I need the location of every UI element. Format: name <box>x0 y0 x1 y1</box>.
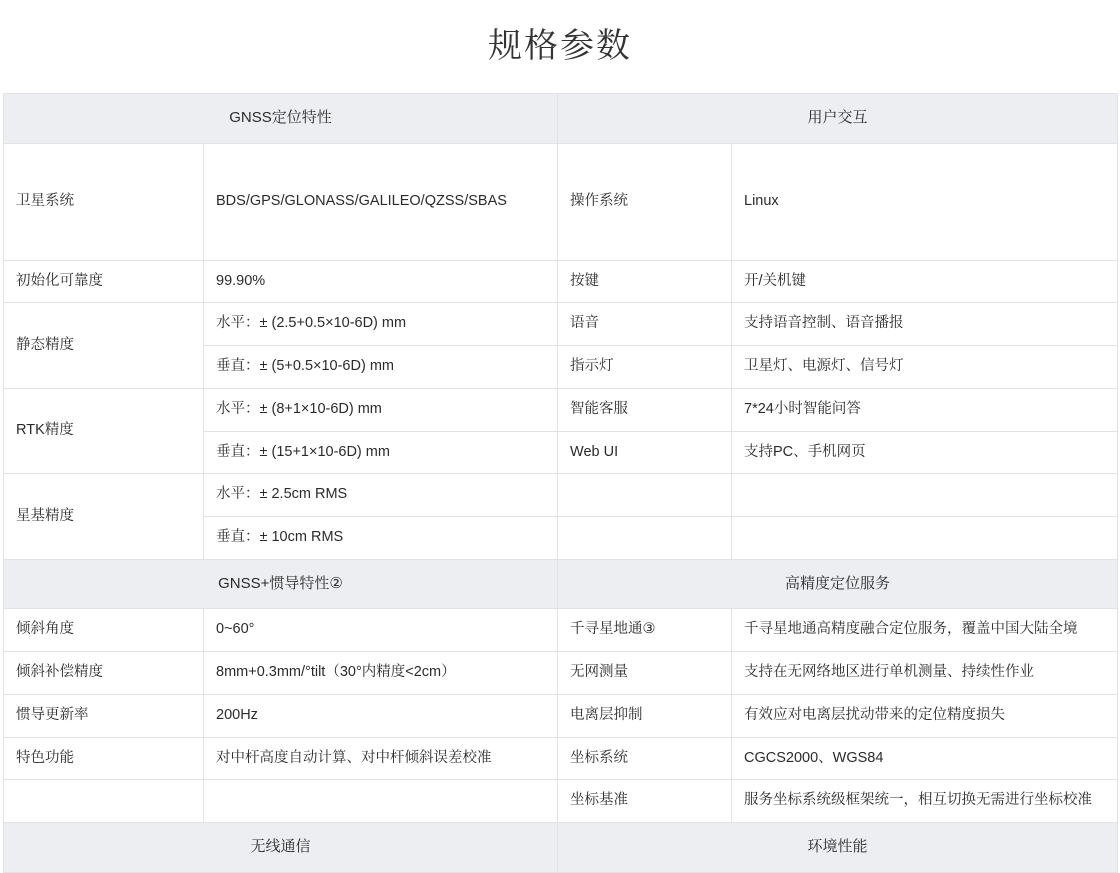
cell-value: 开/关机键 <box>732 260 1118 303</box>
cell-label: RTK精度 <box>4 388 204 474</box>
cell-empty <box>732 474 1118 517</box>
section-header-gnss-ins: GNSS+惯导特性② <box>4 559 558 609</box>
cell-label: 智能客服 <box>558 388 732 431</box>
cell-empty <box>204 780 558 823</box>
cell-label: 操作系统 <box>558 143 732 260</box>
cell-value: CGCS2000、WGS84 <box>732 737 1118 780</box>
cell-value: 水平：± 2.5cm RMS <box>204 474 558 517</box>
cell-value: 支持在无网络地区进行单机测量、持续性作业 <box>732 652 1118 695</box>
cell-value: 200Hz <box>204 694 558 737</box>
cell-value: 垂直：± (15+1×10-6D) mm <box>204 431 558 474</box>
section-header-positioning-service: 高精度定位服务 <box>558 559 1118 609</box>
cell-value: 7*24小时智能问答 <box>732 388 1118 431</box>
cell-label: Web UI <box>558 431 732 474</box>
section-header-wireless: 无线通信 <box>4 823 558 873</box>
table-row <box>4 694 1118 737</box>
section-header-row <box>4 94 1118 144</box>
cell-empty <box>558 474 732 517</box>
table-row <box>4 652 1118 695</box>
cell-label: 无网测量 <box>558 652 732 695</box>
cell-empty <box>4 780 204 823</box>
table-row <box>4 303 1118 346</box>
cell-label: 坐标系统 <box>558 737 732 780</box>
cell-label: 指示灯 <box>558 346 732 389</box>
cell-value: 水平：± (8+1×10-6D) mm <box>204 388 558 431</box>
table-row <box>4 474 1118 517</box>
cell-value: 卫星灯、电源灯、信号灯 <box>732 346 1118 389</box>
table-row <box>4 737 1118 780</box>
cell-label: 按键 <box>558 260 732 303</box>
cell-label: 倾斜补偿精度 <box>4 652 204 695</box>
cell-label: 星基精度 <box>4 474 204 560</box>
cell-label: 电离层抑制 <box>558 694 732 737</box>
cell-value: 支持语音控制、语音播报 <box>732 303 1118 346</box>
spec-table <box>3 93 1118 873</box>
cell-label: 初始化可靠度 <box>4 260 204 303</box>
cell-label: 卫星系统 <box>4 143 204 260</box>
section-header-gnss: GNSS定位特性 <box>4 94 558 144</box>
cell-value: 有效应对电离层扰动带来的定位精度损失 <box>732 694 1118 737</box>
table-row <box>4 260 1118 303</box>
cell-label: 静态精度 <box>4 303 204 389</box>
section-header-user-interaction: 用户交互 <box>558 94 1118 144</box>
cell-empty <box>732 517 1118 560</box>
cell-value: 支持PC、手机网页 <box>732 431 1118 474</box>
cell-value: 99.90% <box>204 260 558 303</box>
cell-value: 0~60° <box>204 609 558 652</box>
table-row <box>4 780 1118 823</box>
table-row <box>4 609 1118 652</box>
cell-value: 千寻星地通高精度融合定位服务，覆盖中国大陆全境 <box>732 609 1118 652</box>
section-header-row <box>4 823 1118 873</box>
section-header-row <box>4 559 1118 609</box>
table-row <box>4 143 1118 260</box>
cell-label: 千寻星地通③ <box>558 609 732 652</box>
page-title: 规格参数 <box>488 27 632 65</box>
cell-label: 语音 <box>558 303 732 346</box>
cell-value: 8mm+0.3mm/°tilt（30°内精度<2cm） <box>204 652 558 695</box>
cell-label: 坐标基准 <box>558 780 732 823</box>
cell-label: 特色功能 <box>4 737 204 780</box>
cell-value: 服务坐标系统级框架统一，相互切换无需进行坐标校准 <box>732 780 1118 823</box>
cell-empty <box>558 517 732 560</box>
section-header-environment: 环境性能 <box>558 823 1118 873</box>
cell-value: 垂直：± 10cm RMS <box>204 517 558 560</box>
cell-label: 倾斜角度 <box>4 609 204 652</box>
table-row <box>4 388 1118 431</box>
cell-value: Linux <box>732 143 1118 260</box>
cell-value: 水平：± (2.5+0.5×10-6D) mm <box>204 303 558 346</box>
cell-value: 垂直：± (5+0.5×10-6D) mm <box>204 346 558 389</box>
cell-value: 对中杆高度自动计算、对中杆倾斜误差校准 <box>204 737 558 780</box>
cell-label: 惯导更新率 <box>4 694 204 737</box>
cell-value: BDS/GPS/GLONASS/GALILEO/QZSS/SBAS <box>204 143 558 260</box>
